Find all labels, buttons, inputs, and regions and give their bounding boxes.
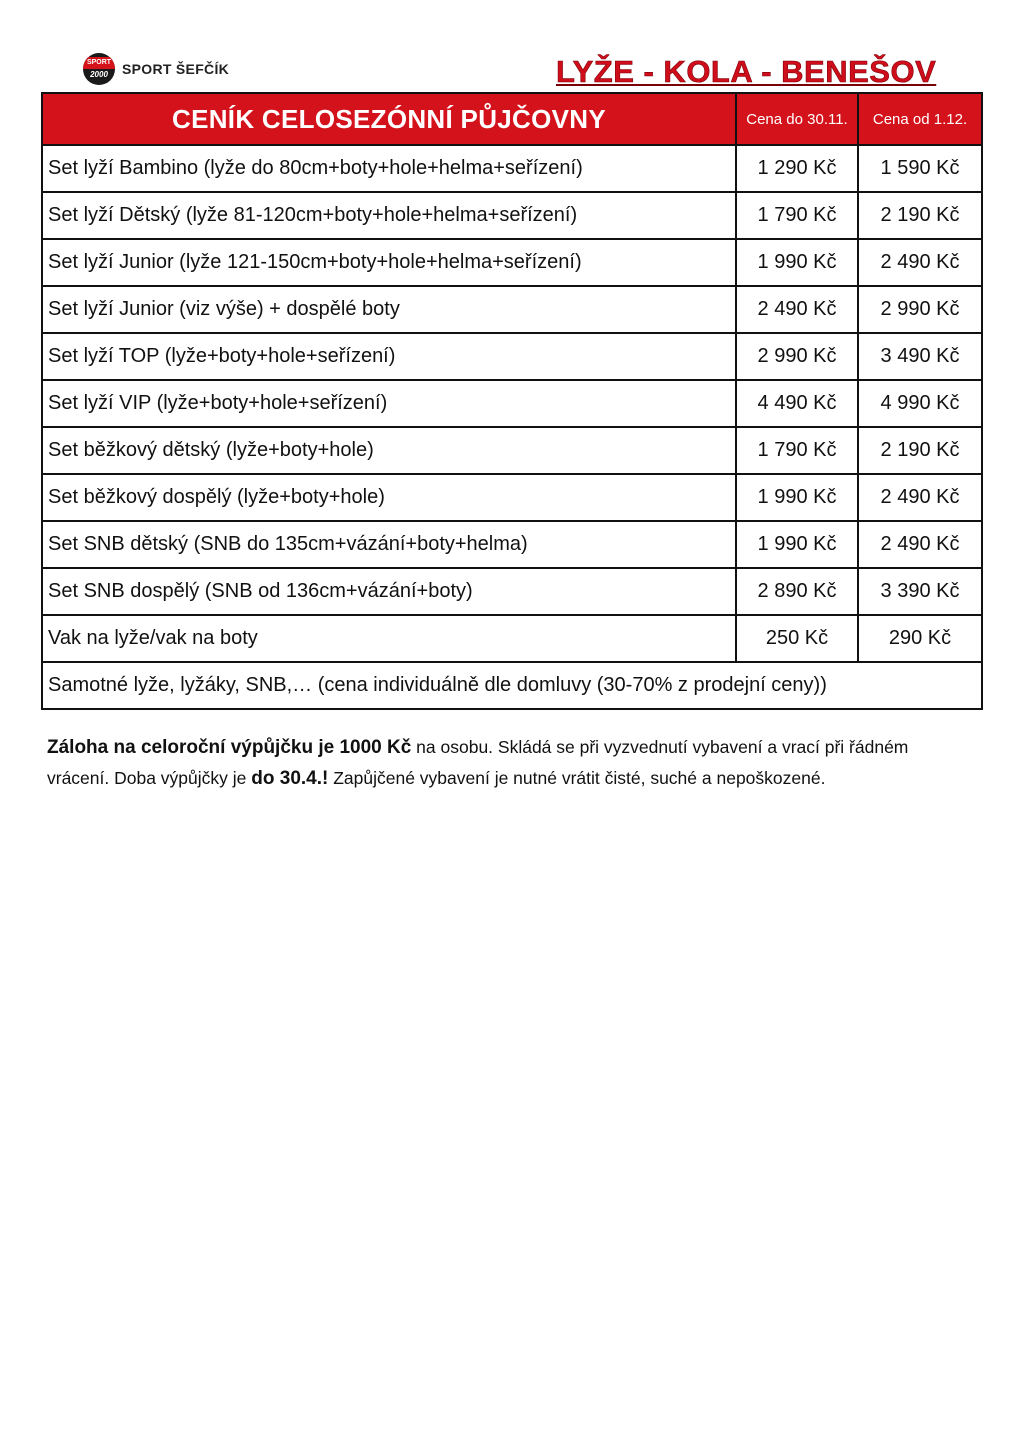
price-after: 290 Kč bbox=[858, 615, 982, 662]
price-after: 3 390 Kč bbox=[858, 568, 982, 615]
header-title: LYŽE - KOLA - BENEŠOV bbox=[556, 54, 937, 89]
price-after: 2 490 Kč bbox=[858, 521, 982, 568]
table-row bbox=[42, 427, 982, 474]
item-name: Set lyží TOP (lyže+boty+hole+seřízení) bbox=[42, 333, 736, 380]
table-row bbox=[42, 521, 982, 568]
logo-name: SPORT ŠEFČÍK bbox=[122, 61, 230, 77]
item-name: Set lyží VIP (lyže+boty+hole+seřízení) bbox=[42, 380, 736, 427]
table-row bbox=[42, 145, 982, 192]
price-before: 2 990 Kč bbox=[736, 333, 858, 380]
footnote-text-2: Zapůjčené vybavení je nutné vrátit čisté, suché a nepoškozené. bbox=[328, 768, 826, 788]
table-title: CENÍK CELOSEZÓNNÍ PŮJČOVNY bbox=[42, 93, 736, 145]
price-before: 2 890 Kč bbox=[736, 568, 858, 615]
table-row bbox=[42, 286, 982, 333]
table-row bbox=[42, 615, 982, 662]
rental-deadline: do 30.4.! bbox=[251, 768, 329, 789]
price-before: 1 990 Kč bbox=[736, 521, 858, 568]
table-row bbox=[42, 333, 982, 380]
item-name: Set běžkový dětský (lyže+boty+hole) bbox=[42, 427, 736, 474]
sport2000-badge-icon bbox=[83, 53, 115, 85]
price-before: 1 790 Kč bbox=[736, 427, 858, 474]
table-row bbox=[42, 568, 982, 615]
logo-badge-top: SPORT bbox=[83, 57, 115, 69]
col-header-after: Cena od 1.12. bbox=[858, 93, 982, 145]
price-after: 1 590 Kč bbox=[858, 145, 982, 192]
table-row bbox=[42, 192, 982, 239]
item-name: Set SNB dětský (SNB do 135cm+vázání+boty+helma) bbox=[42, 521, 736, 568]
logo bbox=[83, 52, 229, 86]
price-before: 250 Kč bbox=[736, 615, 858, 662]
price-before: 1 790 Kč bbox=[736, 192, 858, 239]
item-name: Set lyží Junior (lyže 121-150cm+boty+hole+helma+seřízení) bbox=[42, 239, 736, 286]
item-name: Set lyží Dětský (lyže 81-120cm+boty+hole+helma+seřízení) bbox=[42, 192, 736, 239]
price-before: 1 990 Kč bbox=[736, 239, 858, 286]
price-after: 2 190 Kč bbox=[858, 192, 982, 239]
deposit-text: Záloha na celoroční výpůjčku je 1000 Kč bbox=[47, 737, 412, 758]
col-header-before: Cena do 30.11. bbox=[736, 93, 858, 145]
price-before: 1 290 Kč bbox=[736, 145, 858, 192]
note-text: Samotné lyže, lyžáky, SNB,… (cena individuálně dle domluvy (30-70% z prodejní ceny)) bbox=[42, 662, 982, 709]
table-header-row bbox=[42, 93, 982, 145]
table-row bbox=[42, 380, 982, 427]
note-row bbox=[42, 662, 982, 709]
item-name: Set SNB dospělý (SNB od 136cm+vázání+boty) bbox=[42, 568, 736, 615]
table-row bbox=[42, 474, 982, 521]
item-name: Vak na lyže/vak na boty bbox=[42, 615, 736, 662]
footnote bbox=[47, 732, 947, 794]
item-name: Set lyží Junior (viz výše) + dospělé boty bbox=[42, 286, 736, 333]
price-after: 3 490 Kč bbox=[858, 333, 982, 380]
footnote-text-1: na osobu. Skládá se při vyzvednutí vybavení a vrací při řádném vrácení. Doba výpůjčky je bbox=[47, 737, 909, 788]
item-name: Set běžkový dospělý (lyže+boty+hole) bbox=[42, 474, 736, 521]
price-before: 1 990 Kč bbox=[736, 474, 858, 521]
price-before: 4 490 Kč bbox=[736, 380, 858, 427]
price-before: 2 490 Kč bbox=[736, 286, 858, 333]
price-after: 2 490 Kč bbox=[858, 239, 982, 286]
price-after: 2 990 Kč bbox=[858, 286, 982, 333]
table-row bbox=[42, 239, 982, 286]
item-name: Set lyží Bambino (lyže do 80cm+boty+hole+helma+seřízení) bbox=[42, 145, 736, 192]
logo-badge-bottom: 2000 bbox=[90, 70, 108, 79]
price-after: 4 990 Kč bbox=[858, 380, 982, 427]
price-after: 2 190 Kč bbox=[858, 427, 982, 474]
price-table bbox=[41, 92, 983, 710]
price-after: 2 490 Kč bbox=[858, 474, 982, 521]
